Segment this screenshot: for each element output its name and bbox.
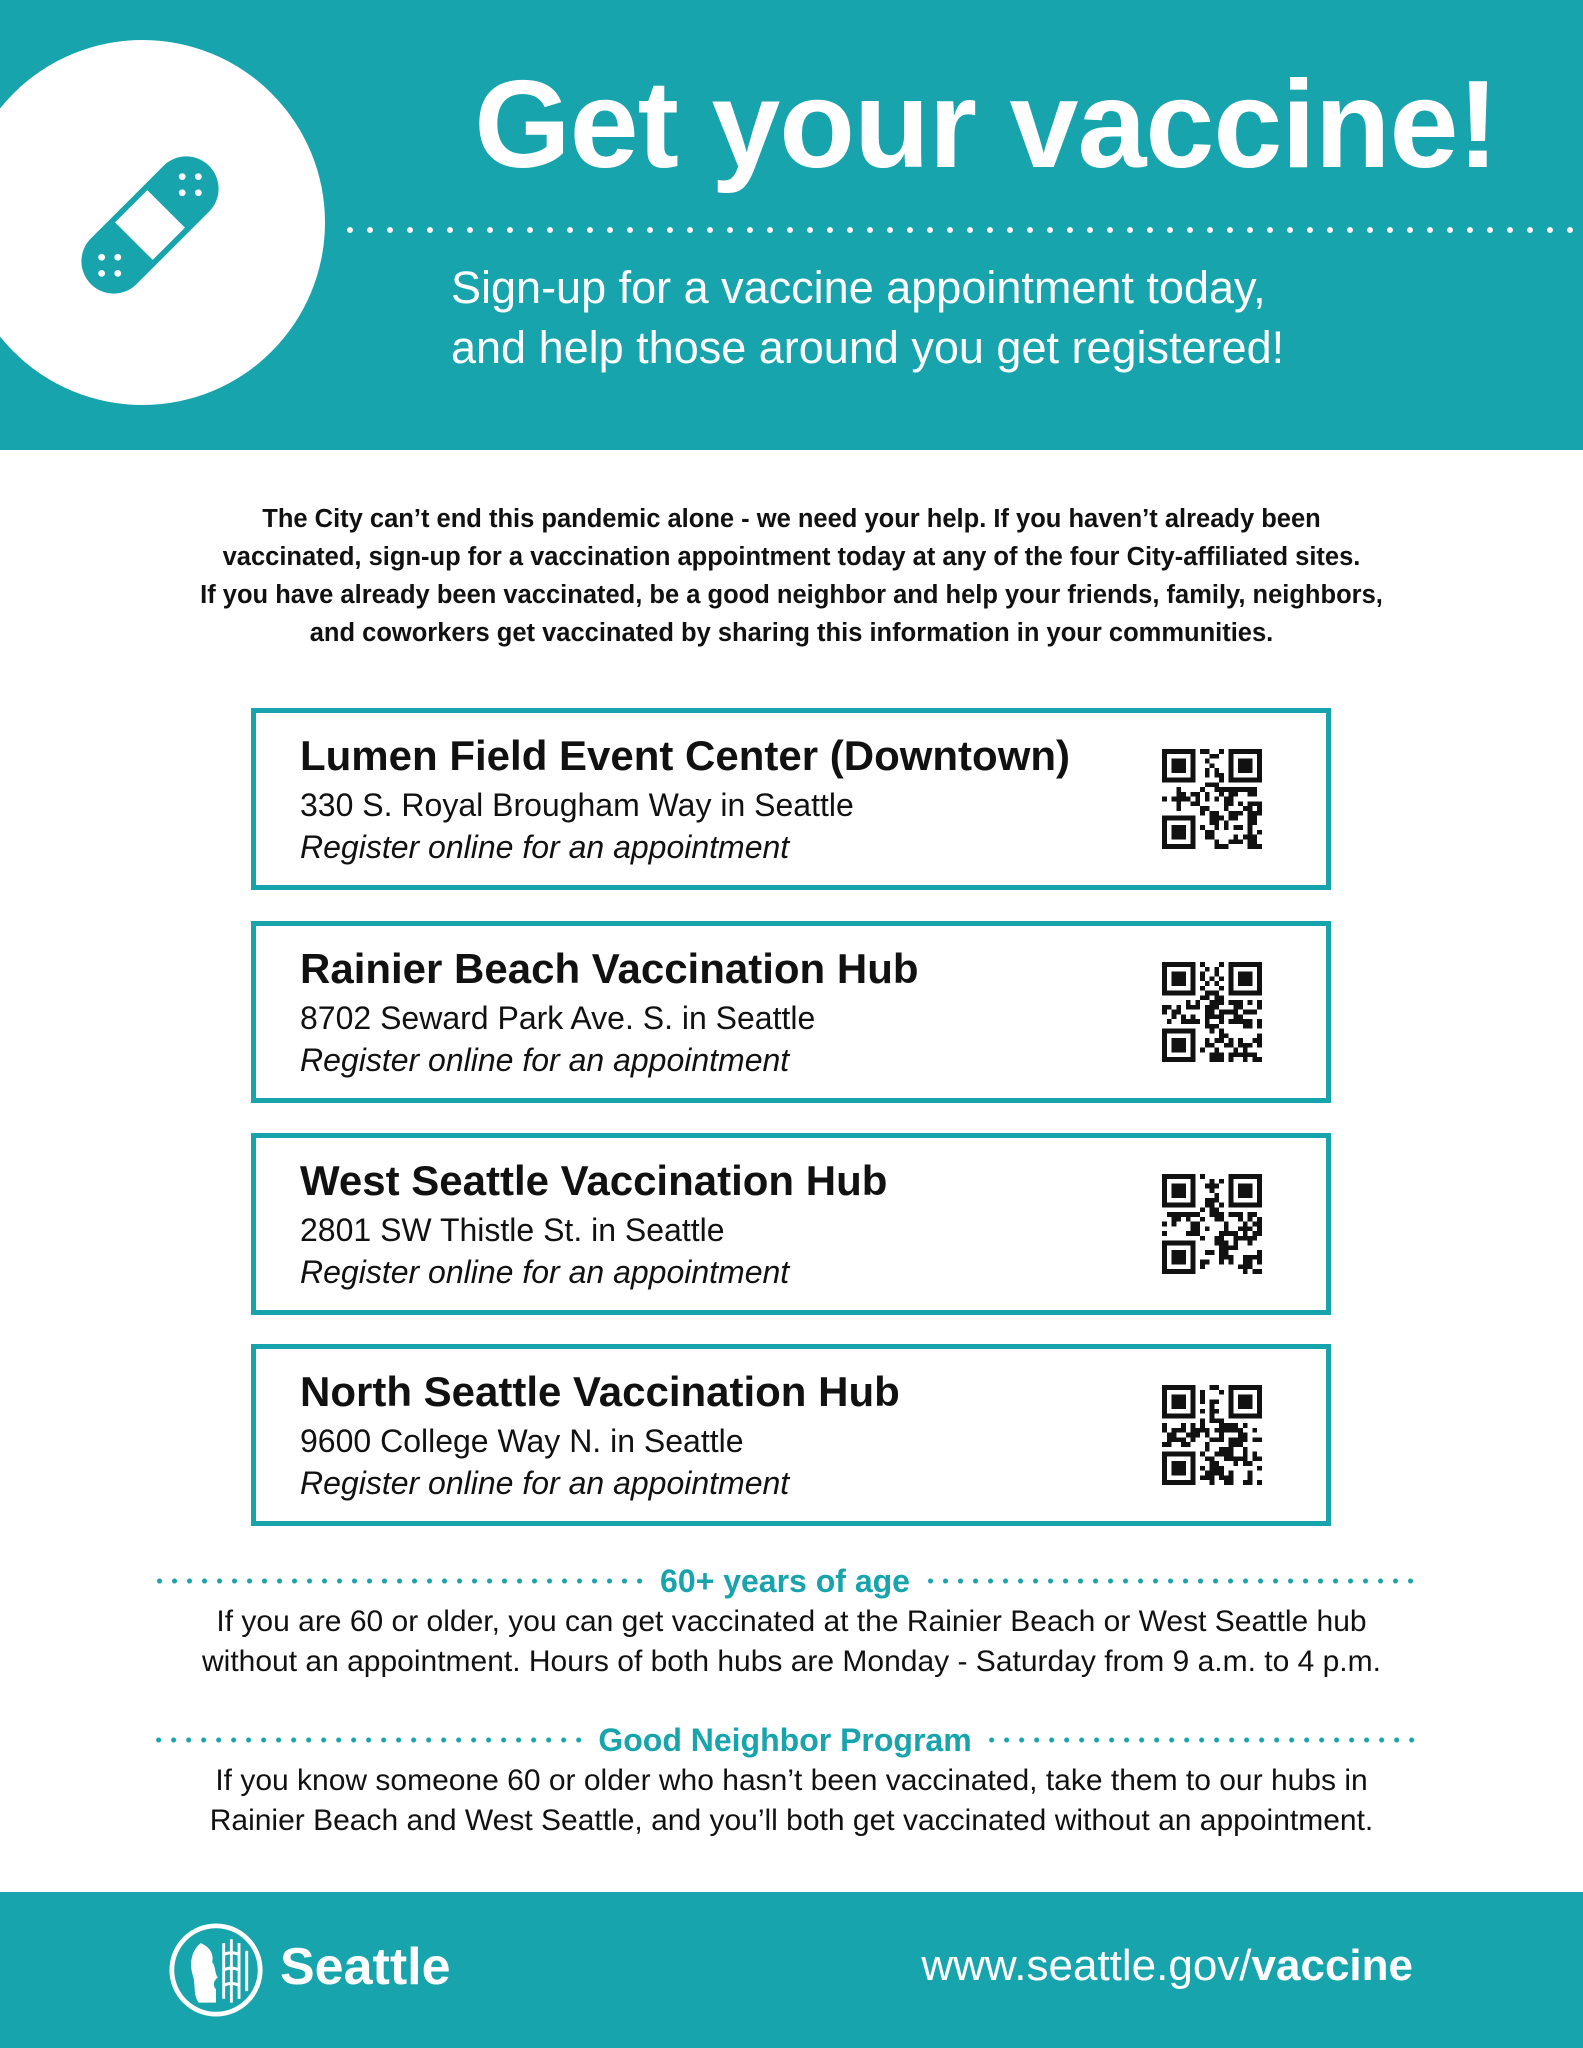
neighbor-section-heading bbox=[155, 1720, 1415, 1760]
qr-code-icon[interactable] bbox=[1162, 749, 1262, 849]
subtitle bbox=[451, 258, 1451, 378]
bandage-icon bbox=[55, 130, 245, 320]
age-section-heading bbox=[155, 1561, 1415, 1601]
dotted-divider bbox=[988, 1736, 1415, 1744]
site-card-lumen-field bbox=[251, 708, 1331, 890]
site-address: 2801 SW Thistle St. in Seattle bbox=[300, 1212, 725, 1248]
register-link[interactable]: Register online for an appointment bbox=[300, 1254, 790, 1290]
register-link[interactable]: Register online for an appointment bbox=[300, 829, 790, 865]
age-text-line-2: without an appointment. Hours of both hubs are Monday - Saturday from 9 a.m. to 4 p.m. bbox=[202, 1645, 1381, 1678]
page-title: Get your vaccine! bbox=[474, 56, 1498, 194]
dotted-divider bbox=[155, 1577, 644, 1585]
intro-line-2: vaccinated, sign-up for a vaccination appointment today at any of the four City-affiliated sites. bbox=[222, 543, 1361, 571]
site-address: 330 S. Royal Brougham Way in Seattle bbox=[300, 787, 854, 823]
intro-paragraph bbox=[100, 500, 1483, 652]
intro-line-4: and coworkers get vaccinated by sharing this information in your communities. bbox=[309, 619, 1274, 647]
header-banner bbox=[0, 0, 1583, 450]
url-prefix: www.seattle.gov/ bbox=[921, 1941, 1252, 1990]
city-seal-icon bbox=[168, 1922, 264, 2018]
section-title: Good Neighbor Program bbox=[598, 1722, 972, 1758]
section-title: 60+ years of age bbox=[660, 1563, 910, 1599]
subtitle-line-2: and help those around you get registered! bbox=[451, 322, 1285, 373]
age-text-line-1: If you are 60 or older, you can get vaccinated at the Rainier Beach or West Seattle hub bbox=[216, 1605, 1367, 1638]
register-link[interactable]: Register online for an appointment bbox=[300, 1465, 790, 1501]
neighbor-section-text bbox=[100, 1761, 1483, 1841]
neighbor-text-line-2: Rainier Beach and West Seattle, and you’ll both get vaccinated without an appointment. bbox=[209, 1804, 1374, 1837]
qr-code-icon[interactable] bbox=[1162, 1385, 1262, 1485]
site-card-west-seattle bbox=[251, 1133, 1331, 1315]
neighbor-text-line-1: If you know someone 60 or older who hasn’t been vaccinated, take them to our hubs in bbox=[215, 1764, 1368, 1797]
brand-name: Seattle bbox=[280, 1938, 451, 1996]
qr-code-icon[interactable] bbox=[1162, 1174, 1262, 1274]
age-section-text bbox=[100, 1602, 1483, 1682]
site-name: North Seattle Vaccination Hub bbox=[300, 1368, 900, 1415]
dotted-divider bbox=[155, 1736, 582, 1744]
dotted-divider bbox=[926, 1577, 1415, 1585]
site-name: Rainier Beach Vaccination Hub bbox=[300, 945, 919, 992]
site-card-north-seattle bbox=[251, 1344, 1331, 1526]
footer-banner bbox=[0, 1892, 1583, 2048]
intro-line-3: If you have already been vaccinated, be a good neighbor and help your friends, family, neighbors, bbox=[200, 581, 1383, 609]
subtitle-line-1: Sign-up for a vaccine appointment today, bbox=[451, 262, 1266, 313]
intro-line-1: The City can’t end this pandemic alone - we need your help. If you haven’t already been bbox=[262, 505, 1321, 533]
website-link[interactable] bbox=[921, 1936, 1413, 1996]
site-card-rainier-beach bbox=[251, 921, 1331, 1103]
url-suffix: vaccine bbox=[1251, 1941, 1413, 1990]
site-address: 8702 Seward Park Ave. S. in Seattle bbox=[300, 1000, 816, 1036]
site-name: West Seattle Vaccination Hub bbox=[300, 1157, 888, 1204]
qr-code-icon[interactable] bbox=[1162, 962, 1262, 1062]
site-name: Lumen Field Event Center (Downtown) bbox=[300, 732, 1071, 779]
register-link[interactable]: Register online for an appointment bbox=[300, 1042, 790, 1078]
site-address: 9600 College Way N. in Seattle bbox=[300, 1423, 744, 1459]
dotted-divider bbox=[340, 226, 1583, 234]
